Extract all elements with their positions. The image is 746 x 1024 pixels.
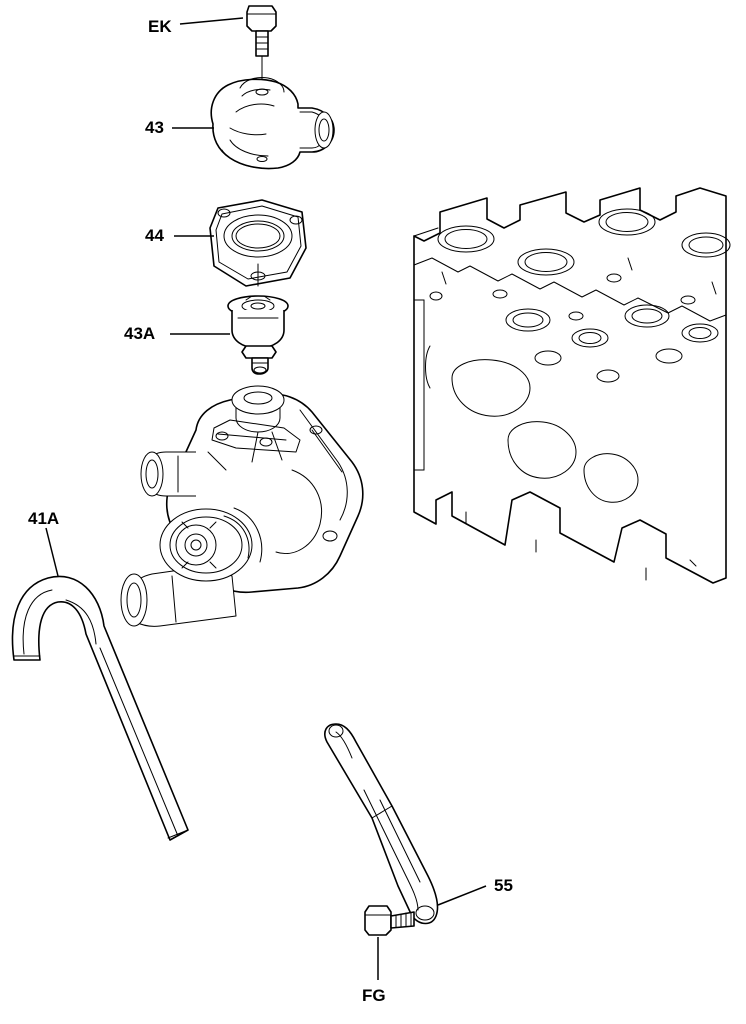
callout-label-55: 55 bbox=[494, 876, 513, 895]
callout-label-41a: 41A bbox=[28, 509, 60, 528]
callout-label-43: 43 bbox=[145, 118, 164, 137]
thermostat-cover-gasket bbox=[210, 200, 306, 286]
alternator-adjusting-bracket bbox=[325, 724, 438, 924]
callout-label-43a: 43A bbox=[124, 324, 156, 343]
thermostat bbox=[228, 296, 288, 374]
water-pump-assembly bbox=[121, 386, 363, 626]
callout-label-fg: FG bbox=[362, 986, 386, 1005]
callout-label-ek: EK bbox=[148, 17, 172, 36]
cylinder-head bbox=[414, 188, 730, 583]
water-outlet-elbow bbox=[211, 77, 334, 168]
bolt-lower bbox=[365, 906, 414, 935]
callout-label-44: 44 bbox=[145, 226, 164, 245]
